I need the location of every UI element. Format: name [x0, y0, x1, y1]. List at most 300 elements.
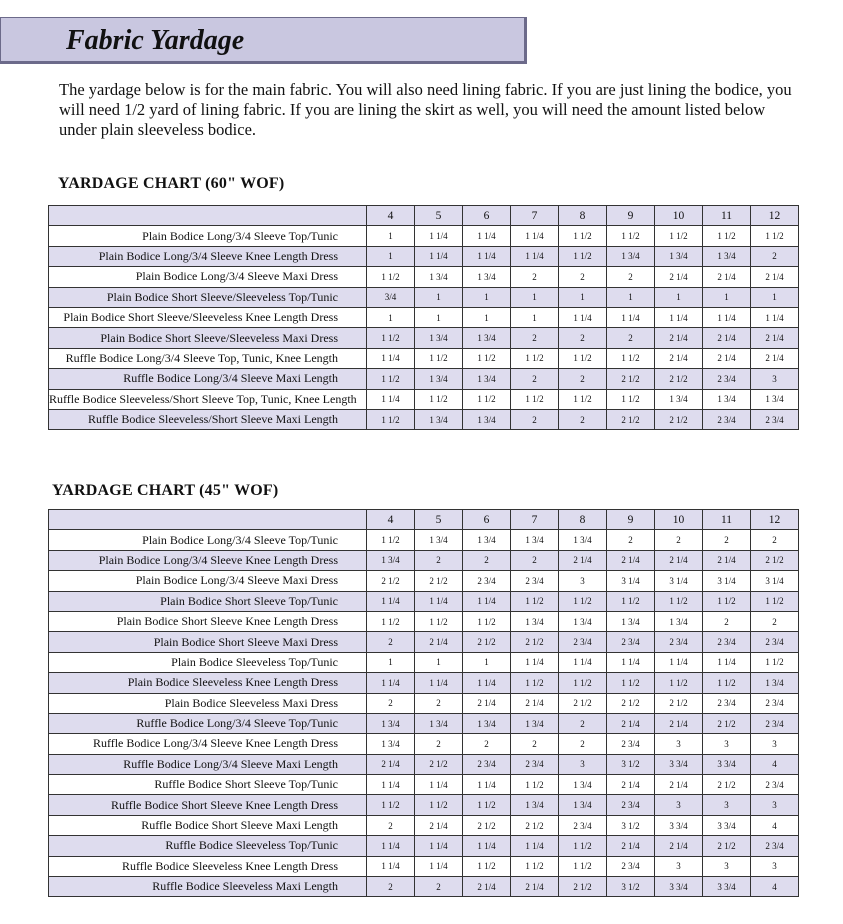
- yardage-cell: 1 1/4: [463, 836, 511, 856]
- yardage-cell: 2: [607, 267, 655, 287]
- size-header-cell: 7: [511, 206, 559, 226]
- yardage-cell: 2 3/4: [703, 409, 751, 429]
- row-label: Plain Bodice Short Sleeve/Sleeveless Top/Tunic: [49, 287, 367, 307]
- table-row: [49, 530, 799, 550]
- yardage-cell: 2 1/4: [367, 754, 415, 774]
- yardage-cell: 2 1/4: [703, 348, 751, 368]
- yardage-cell: 2 1/2: [655, 369, 703, 389]
- yardage-cell: 1 3/4: [511, 530, 559, 550]
- yardage-cell: 2 1/4: [511, 877, 559, 897]
- yardage-cell: 2: [463, 734, 511, 754]
- table-row: [49, 226, 799, 246]
- yardage-cell: 3 1/4: [655, 571, 703, 591]
- yardage-cell: 1 1/4: [463, 591, 511, 611]
- yardage-cell: 2 1/4: [751, 267, 799, 287]
- yardage-cell: 2 1/4: [703, 550, 751, 570]
- yardage-cell: 1 1/2: [703, 591, 751, 611]
- table-row: [49, 611, 799, 631]
- yardage-cell: 1 1/4: [463, 673, 511, 693]
- size-header-cell: 11: [703, 206, 751, 226]
- yardage-cell: 3: [751, 795, 799, 815]
- table-row: [49, 591, 799, 611]
- yardage-cell: 1 3/4: [655, 389, 703, 409]
- yardage-cell: 2: [703, 530, 751, 550]
- yardage-cell: 2 1/2: [463, 815, 511, 835]
- table-row: [49, 246, 799, 266]
- yardage-cell: 2 1/4: [607, 550, 655, 570]
- yardage-cell: 2 1/4: [655, 267, 703, 287]
- table-row: [49, 775, 799, 795]
- yardage-cell: 1 3/4: [559, 530, 607, 550]
- row-label: Plain Bodice Short Sleeve Top/Tunic: [49, 591, 367, 611]
- row-label: Ruffle Bodice Long/3/4 Sleeve Top/Tunic: [49, 713, 367, 733]
- row-label: Plain Bodice Short Sleeve/Sleeveless Knee Length Dress: [49, 307, 367, 327]
- yardage-cell: 2 1/4: [463, 877, 511, 897]
- yardage-cell: 2 1/2: [367, 571, 415, 591]
- yardage-cell: 1 1/2: [607, 591, 655, 611]
- yardage-cell: 2 3/4: [751, 409, 799, 429]
- yardage-cell: 1 1/4: [367, 775, 415, 795]
- yardage-cell: 2 1/2: [415, 754, 463, 774]
- row-label: Plain Bodice Short Sleeve Maxi Dress: [49, 632, 367, 652]
- yardage-cell: 1 3/4: [463, 713, 511, 733]
- yardage-cell: 2 1/4: [607, 775, 655, 795]
- yardage-cell: 4: [751, 815, 799, 835]
- yardage-cell: 1 3/4: [511, 795, 559, 815]
- yardage-cell: 1 1/4: [751, 307, 799, 327]
- yardage-cell: 1 3/4: [463, 369, 511, 389]
- yardage-cell: 1 3/4: [703, 389, 751, 409]
- yardage-cell: 1 1/4: [415, 246, 463, 266]
- table-row: [49, 369, 799, 389]
- row-label: Plain Bodice Sleeveless Maxi Dress: [49, 693, 367, 713]
- yardage-cell: 1 3/4: [703, 246, 751, 266]
- yardage-cell: 1 3/4: [511, 611, 559, 631]
- yardage-cell: 1 1/2: [463, 389, 511, 409]
- yardage-cell: 4: [751, 754, 799, 774]
- yardage-cell: 2 1/2: [511, 815, 559, 835]
- row-label: Ruffle Bodice Sleeveless/Short Sleeve Top, Tunic, Knee Length: [49, 389, 367, 409]
- yardage-cell: 1 1/4: [655, 307, 703, 327]
- yardage-cell: 1 3/4: [655, 611, 703, 631]
- yardage-cell: 1 1/2: [463, 856, 511, 876]
- yardage-cell: 2 3/4: [463, 571, 511, 591]
- yardage-cell: 1 1/2: [559, 836, 607, 856]
- row-label: Ruffle Bodice Long/3/4 Sleeve Maxi Length: [49, 369, 367, 389]
- yardage-cell: 2: [511, 267, 559, 287]
- yardage-cell: 1 1/2: [463, 795, 511, 815]
- yardage-cell: 2: [367, 632, 415, 652]
- row-label: Plain Bodice Long/3/4 Sleeve Knee Length Dress: [49, 246, 367, 266]
- yardage-cell: 2: [367, 815, 415, 835]
- yardage-cell: 2: [607, 530, 655, 550]
- table-row: [49, 673, 799, 693]
- yardage-cell: 3 3/4: [655, 754, 703, 774]
- yardage-cell: 2 3/4: [607, 734, 655, 754]
- yardage-cell: 2 1/4: [463, 693, 511, 713]
- yardage-table-60: [48, 205, 799, 430]
- row-label: Ruffle Bodice Short Sleeve Top/Tunic: [49, 775, 367, 795]
- yardage-cell: 1 1/4: [367, 673, 415, 693]
- yardage-cell: 1 1/4: [415, 591, 463, 611]
- yardage-cell: 2 3/4: [703, 693, 751, 713]
- row-label: Ruffle Bodice Short Sleeve Maxi Length: [49, 815, 367, 835]
- yardage-cell: 1 1/2: [559, 856, 607, 876]
- yardage-cell: 1 1/2: [751, 226, 799, 246]
- yardage-cell: 2 3/4: [559, 632, 607, 652]
- yardage-cell: 1 1/2: [415, 389, 463, 409]
- yardage-cell: 1: [463, 652, 511, 672]
- yardage-cell: 1 1/4: [415, 226, 463, 246]
- size-header-cell: 6: [463, 206, 511, 226]
- yardage-cell: 1 1/4: [367, 348, 415, 368]
- row-label: Plain Bodice Long/3/4 Sleeve Knee Length Dress: [49, 550, 367, 570]
- yardage-cell: 2: [751, 530, 799, 550]
- yardage-cell: 1 1/2: [559, 673, 607, 693]
- page-title: Fabric Yardage: [66, 25, 245, 56]
- intro-paragraph: The yardage below is for the main fabric. You will also need lining fabric. If you are just lining the bodice, you will need 1/2 yard of lining fabric. If you are lining the skirt as well, you will need the amount listed below under plain sleeveless bodice.: [59, 80, 792, 139]
- yardage-cell: 3 3/4: [655, 877, 703, 897]
- yardage-cell: 2 1/4: [655, 836, 703, 856]
- yardage-cell: 2: [703, 611, 751, 631]
- table-row: [49, 795, 799, 815]
- yardage-cell: 2: [415, 693, 463, 713]
- yardage-cell: 1 3/4: [463, 409, 511, 429]
- yardage-cell: 1 1/4: [511, 226, 559, 246]
- row-label: Plain Bodice Short Sleeve/Sleeveless Maxi Dress: [49, 328, 367, 348]
- yardage-cell: 1 1/4: [703, 307, 751, 327]
- table-row: [49, 287, 799, 307]
- yardage-cell: 1 1/4: [511, 652, 559, 672]
- yardage-cell: 1: [607, 287, 655, 307]
- table-row: [49, 267, 799, 287]
- yardage-cell: 1 3/4: [751, 389, 799, 409]
- yardage-cell: 1: [415, 287, 463, 307]
- yardage-cell: 2: [655, 530, 703, 550]
- row-label: Ruffle Bodice Long/3/4 Sleeve Top, Tunic, Knee Length: [49, 348, 367, 368]
- yardage-cell: 1 1/2: [751, 652, 799, 672]
- yardage-cell: 3 3/4: [703, 877, 751, 897]
- yardage-cell: 2 1/4: [751, 348, 799, 368]
- yardage-cell: 1: [415, 307, 463, 327]
- yardage-cell: 1 1/2: [367, 530, 415, 550]
- yardage-cell: 2: [559, 713, 607, 733]
- yardage-cell: 3 1/4: [703, 571, 751, 591]
- yardage-cell: 2 3/4: [751, 713, 799, 733]
- row-label: Plain Bodice Long/3/4 Sleeve Top/Tunic: [49, 226, 367, 246]
- chart-60-heading: YARDAGE CHART (60" WOF): [58, 175, 285, 192]
- yardage-cell: 2 3/4: [751, 693, 799, 713]
- yardage-cell: 1 3/4: [367, 713, 415, 733]
- yardage-cell: 2: [415, 734, 463, 754]
- yardage-cell: 1 1/2: [511, 775, 559, 795]
- yardage-cell: 1 1/4: [415, 673, 463, 693]
- yardage-cell: 1 3/4: [415, 267, 463, 287]
- yardage-cell: 2 1/2: [655, 693, 703, 713]
- yardage-cell: 2 1/2: [607, 369, 655, 389]
- yardage-cell: 3 1/2: [607, 754, 655, 774]
- yardage-cell: 3: [703, 734, 751, 754]
- yardage-cell: 1 1/2: [463, 348, 511, 368]
- yardage-cell: 1 1/4: [367, 836, 415, 856]
- yardage-cell: 3/4: [367, 287, 415, 307]
- table-row: [49, 754, 799, 774]
- yardage-cell: 2: [511, 550, 559, 570]
- yardage-cell: 1: [367, 226, 415, 246]
- yardage-cell: 1: [655, 287, 703, 307]
- yardage-cell: 2 3/4: [655, 632, 703, 652]
- row-label: Plain Bodice Long/3/4 Sleeve Maxi Dress: [49, 571, 367, 591]
- yardage-cell: 2 1/2: [751, 550, 799, 570]
- yardage-cell: 1 3/4: [463, 267, 511, 287]
- yardage-cell: 1 1/2: [559, 246, 607, 266]
- table-row: [49, 815, 799, 835]
- yardage-cell: 1 3/4: [415, 409, 463, 429]
- yardage-cell: 1 1/2: [367, 328, 415, 348]
- yardage-cell: 1: [559, 287, 607, 307]
- yardage-cell: 2: [367, 877, 415, 897]
- size-header-cell: 9: [607, 206, 655, 226]
- title-banner: [0, 17, 527, 64]
- yardage-cell: 2 1/4: [607, 836, 655, 856]
- yardage-cell: 2 1/4: [655, 775, 703, 795]
- yardage-cell: 3: [655, 795, 703, 815]
- yardage-cell: 2: [559, 734, 607, 754]
- yardage-cell: 3: [751, 734, 799, 754]
- yardage-cell: 2 3/4: [751, 836, 799, 856]
- size-header-cell: 4: [367, 206, 415, 226]
- yardage-cell: 1: [511, 287, 559, 307]
- table-row: [49, 652, 799, 672]
- yardage-cell: 1 1/2: [463, 611, 511, 631]
- yardage-cell: 1 1/4: [559, 307, 607, 327]
- yardage-table-45: [48, 509, 799, 897]
- yardage-cell: 1 1/2: [559, 591, 607, 611]
- yardage-cell: 2 1/2: [703, 836, 751, 856]
- yardage-cell: 1 1/2: [415, 795, 463, 815]
- yardage-cell: 2 1/4: [607, 713, 655, 733]
- yardage-cell: 2 3/4: [511, 571, 559, 591]
- row-label: Ruffle Bodice Short Sleeve Knee Length Dress: [49, 795, 367, 815]
- yardage-cell: 1: [367, 246, 415, 266]
- yardage-cell: 3: [655, 734, 703, 754]
- yardage-cell: 1 3/4: [559, 611, 607, 631]
- yardage-cell: 2 1/2: [607, 693, 655, 713]
- size-header-cell: 12: [751, 510, 799, 530]
- row-label: Ruffle Bodice Long/3/4 Sleeve Maxi Length: [49, 754, 367, 774]
- yardage-cell: 1 1/4: [511, 246, 559, 266]
- yardage-cell: 2: [415, 877, 463, 897]
- row-label: Ruffle Bodice Sleeveless/Short Sleeve Maxi Length: [49, 409, 367, 429]
- row-label: Plain Bodice Sleeveless Knee Length Dress: [49, 673, 367, 693]
- yardage-cell: 2 1/2: [511, 632, 559, 652]
- yardage-cell: 2 1/4: [703, 267, 751, 287]
- yardage-cell: 1 1/4: [367, 591, 415, 611]
- yardage-cell: 1 1/2: [415, 611, 463, 631]
- header-corner-cell: [49, 206, 367, 226]
- yardage-cell: 1 1/4: [559, 652, 607, 672]
- yardage-cell: 2: [559, 267, 607, 287]
- yardage-cell: 3 1/4: [751, 571, 799, 591]
- table-row: [49, 713, 799, 733]
- chart-45-heading: YARDAGE CHART (45" WOF): [52, 482, 279, 499]
- yardage-cell: 1 1/2: [607, 348, 655, 368]
- yardage-cell: 1: [367, 307, 415, 327]
- yardage-cell: 1: [703, 287, 751, 307]
- yardage-cell: 2: [511, 328, 559, 348]
- yardage-cell: 3: [751, 369, 799, 389]
- yardage-cell: 1 3/4: [367, 734, 415, 754]
- yardage-cell: 1 1/4: [463, 226, 511, 246]
- row-label: Ruffle Bodice Sleeveless Top/Tunic: [49, 836, 367, 856]
- yardage-cell: 2 1/4: [655, 550, 703, 570]
- yardage-cell: 1 1/2: [367, 267, 415, 287]
- yardage-cell: 1 1/2: [607, 226, 655, 246]
- yardage-cell: 1 3/4: [367, 550, 415, 570]
- yardage-cell: 1 1/4: [415, 856, 463, 876]
- yardage-cell: 2 3/4: [511, 754, 559, 774]
- size-header-cell: 10: [655, 206, 703, 226]
- row-label: Plain Bodice Sleeveless Top/Tunic: [49, 652, 367, 672]
- yardage-cell: 1 1/2: [559, 348, 607, 368]
- size-header-cell: 4: [367, 510, 415, 530]
- yardage-cell: 1 3/4: [655, 246, 703, 266]
- yardage-cell: 2 1/2: [607, 409, 655, 429]
- header-corner-cell: [49, 510, 367, 530]
- table-row: [49, 734, 799, 754]
- yardage-cell: 3 1/2: [607, 877, 655, 897]
- yardage-cell: 2 3/4: [559, 815, 607, 835]
- yardage-cell: 1 3/4: [415, 713, 463, 733]
- yardage-cell: 1 1/2: [559, 226, 607, 246]
- yardage-cell: 2: [415, 550, 463, 570]
- yardage-cell: 2 1/4: [415, 632, 463, 652]
- yardage-cell: 1 1/2: [703, 226, 751, 246]
- yardage-cell: 2 1/2: [463, 632, 511, 652]
- yardage-cell: 2: [463, 550, 511, 570]
- table-header-row: [49, 510, 799, 530]
- yardage-cell: 1 1/2: [655, 591, 703, 611]
- table-row: [49, 550, 799, 570]
- yardage-cell: 1 1/2: [751, 591, 799, 611]
- yardage-cell: 1 1/4: [415, 775, 463, 795]
- yardage-cell: 1 3/4: [415, 328, 463, 348]
- yardage-cell: 1 3/4: [559, 795, 607, 815]
- yardage-cell: 1 1/2: [511, 856, 559, 876]
- table-row: [49, 693, 799, 713]
- size-header-cell: 11: [703, 510, 751, 530]
- yardage-cell: 2 3/4: [607, 856, 655, 876]
- yardage-cell: 1 1/2: [367, 369, 415, 389]
- yardage-cell: 2 1/4: [655, 348, 703, 368]
- yardage-cell: 1 1/2: [511, 348, 559, 368]
- table-row: [49, 856, 799, 876]
- yardage-cell: 1 1/4: [367, 856, 415, 876]
- yardage-cell: 2 3/4: [703, 632, 751, 652]
- size-header-cell: 9: [607, 510, 655, 530]
- yardage-cell: 2 3/4: [463, 754, 511, 774]
- yardage-cell: 2 1/4: [751, 328, 799, 348]
- yardage-cell: 1 1/2: [511, 673, 559, 693]
- size-header-cell: 8: [559, 510, 607, 530]
- yardage-cell: 2 1/4: [655, 713, 703, 733]
- yardage-cell: 1 1/4: [415, 836, 463, 856]
- yardage-cell: 1 1/4: [655, 652, 703, 672]
- yardage-cell: 3 1/2: [607, 815, 655, 835]
- yardage-cell: 2 3/4: [751, 775, 799, 795]
- table-row: [49, 877, 799, 897]
- yardage-cell: 1 1/4: [463, 246, 511, 266]
- row-label: Plain Bodice Long/3/4 Sleeve Top/Tunic: [49, 530, 367, 550]
- yardage-cell: 2: [367, 693, 415, 713]
- row-label: Plain Bodice Short Sleeve Knee Length Dress: [49, 611, 367, 631]
- yardage-cell: 1 3/4: [463, 530, 511, 550]
- yardage-cell: 2 1/4: [703, 328, 751, 348]
- row-label: Plain Bodice Long/3/4 Sleeve Maxi Dress: [49, 267, 367, 287]
- yardage-cell: 1 1/4: [367, 389, 415, 409]
- yardage-cell: 1 1/2: [367, 611, 415, 631]
- yardage-cell: 1 1/4: [607, 307, 655, 327]
- yardage-cell: 1 1/4: [463, 775, 511, 795]
- yardage-cell: 2 1/2: [559, 693, 607, 713]
- yardage-cell: 2: [511, 409, 559, 429]
- table-row: [49, 389, 799, 409]
- yardage-cell: 1: [511, 307, 559, 327]
- yardage-cell: 2 3/4: [607, 632, 655, 652]
- yardage-cell: 1 1/2: [559, 389, 607, 409]
- yardage-cell: 2 1/2: [655, 409, 703, 429]
- size-header-cell: 12: [751, 206, 799, 226]
- yardage-cell: 1 1/2: [607, 389, 655, 409]
- yardage-cell: 1 1/4: [703, 652, 751, 672]
- yardage-cell: 1 3/4: [511, 713, 559, 733]
- yardage-cell: 3: [655, 856, 703, 876]
- yardage-cell: 1 1/4: [511, 836, 559, 856]
- table-row: [49, 571, 799, 591]
- table-row: [49, 307, 799, 327]
- yardage-cell: 1 3/4: [607, 611, 655, 631]
- size-header-cell: 5: [415, 510, 463, 530]
- yardage-cell: 3: [703, 856, 751, 876]
- yardage-cell: 1 1/2: [511, 591, 559, 611]
- yardage-cell: 1: [367, 652, 415, 672]
- yardage-cell: 2: [559, 369, 607, 389]
- yardage-cell: 3: [559, 571, 607, 591]
- size-header-cell: 8: [559, 206, 607, 226]
- yardage-cell: 2 1/2: [559, 877, 607, 897]
- yardage-cell: 2 1/4: [511, 693, 559, 713]
- yardage-cell: 2 1/4: [559, 550, 607, 570]
- yardage-cell: 2: [559, 409, 607, 429]
- size-header-cell: 5: [415, 206, 463, 226]
- yardage-cell: 1 1/2: [703, 673, 751, 693]
- yardage-cell: 2: [511, 734, 559, 754]
- yardage-cell: 1 3/4: [415, 369, 463, 389]
- yardage-cell: 1 3/4: [415, 530, 463, 550]
- yardage-cell: 3 3/4: [655, 815, 703, 835]
- yardage-cell: 2 3/4: [607, 795, 655, 815]
- yardage-cell: 3 3/4: [703, 815, 751, 835]
- yardage-cell: 2: [607, 328, 655, 348]
- yardage-cell: 1: [751, 287, 799, 307]
- table-row: [49, 836, 799, 856]
- yardage-cell: 2 1/2: [415, 571, 463, 591]
- row-label: Ruffle Bodice Long/3/4 Sleeve Knee Length Dress: [49, 734, 367, 754]
- row-label: Ruffle Bodice Sleeveless Knee Length Dress: [49, 856, 367, 876]
- yardage-cell: 1: [415, 652, 463, 672]
- yardage-cell: 1 1/4: [607, 652, 655, 672]
- yardage-cell: 2: [511, 369, 559, 389]
